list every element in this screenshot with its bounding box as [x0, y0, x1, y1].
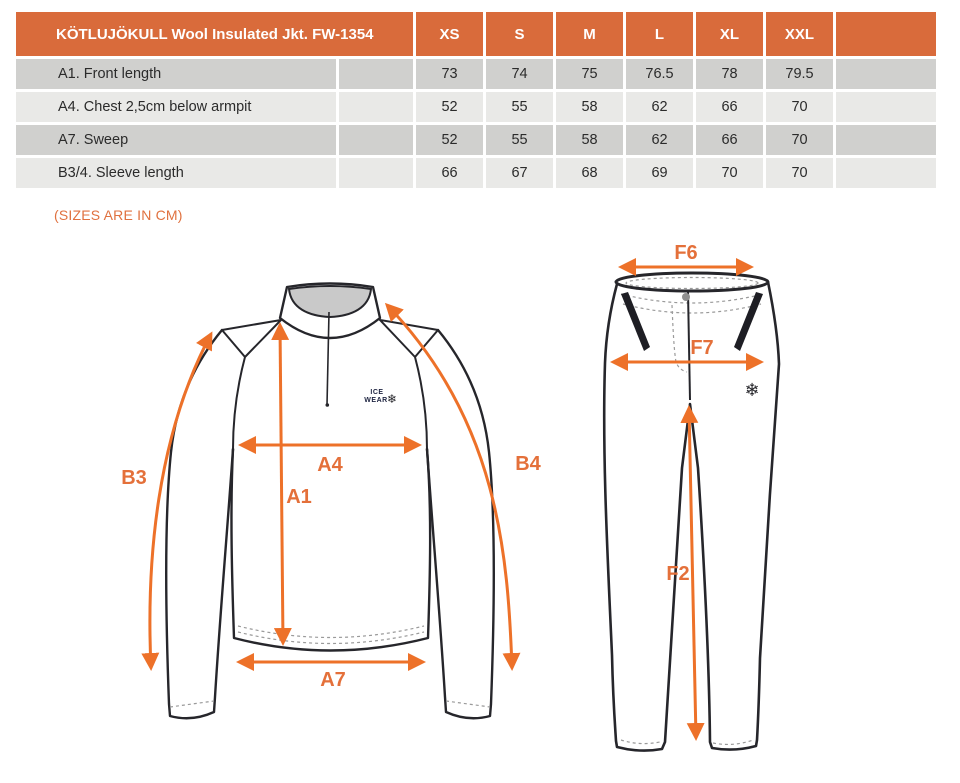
pants-waistband-stitching	[621, 294, 763, 313]
pants-drawing	[604, 242, 779, 751]
value-cell: 55	[486, 92, 553, 122]
value-cell: 74	[486, 59, 553, 89]
a1-front-length-arrow	[280, 325, 283, 643]
value-cell: 58	[556, 92, 623, 122]
value-cell: 66	[696, 125, 763, 155]
f2-inseam-arrow	[689, 408, 696, 738]
b3-sleeve-arrow	[150, 334, 211, 668]
jacket-left-sleeve	[166, 330, 233, 718]
value-cell: 78	[696, 59, 763, 89]
value-cell: 68	[556, 158, 623, 188]
value-cell: 52	[416, 92, 483, 122]
sizes-unit-note: (SIZES ARE IN CM)	[54, 207, 183, 223]
a1-label: A1	[286, 486, 312, 508]
measure-label-cell: A4. Chest 2,5cm below armpit	[16, 92, 336, 122]
jacket-hem-stitching	[238, 626, 424, 644]
value-cell: 58	[556, 125, 623, 155]
jacket-right-sleeve	[427, 330, 494, 718]
logo-text-wear: WEAR	[364, 397, 388, 404]
pants-left-pocket	[621, 292, 650, 351]
value-cell: 70	[696, 158, 763, 188]
value-cell: 69	[626, 158, 693, 188]
value-cell: 70	[766, 92, 833, 122]
value-cell: 70	[766, 125, 833, 155]
measure-label-cell: A7. Sweep	[16, 125, 336, 155]
size-column-header-xs: XS	[416, 12, 483, 56]
jacket-right-cuff-stitching	[446, 701, 490, 707]
value-cell: 52	[416, 125, 483, 155]
value-cell: 75	[556, 59, 623, 89]
jacket-left-raglan-seam	[222, 320, 281, 449]
value-cell: 62	[626, 125, 693, 155]
jacket-body	[231, 449, 430, 651]
size-column-header-xl: XL	[696, 12, 763, 56]
b3-label: B3	[121, 467, 147, 489]
jacket-right-raglan-seam	[380, 320, 438, 449]
jacket-drawing	[121, 284, 541, 719]
value-cell: 55	[486, 125, 553, 155]
value-cell: 73	[416, 59, 483, 89]
jacket-left-cuff-stitching	[170, 701, 214, 707]
a4-label: A4	[317, 454, 343, 476]
jacket-zipper-line	[327, 312, 329, 405]
b4-label: B4	[515, 453, 541, 475]
value-cell: 66	[696, 92, 763, 122]
pants-right-pocket	[734, 292, 763, 351]
size-column-header-m: M	[556, 12, 623, 56]
a7-label: A7	[320, 669, 346, 691]
measure-label-cell: A1. Front length	[16, 59, 336, 89]
pants-right-hem-stitching	[713, 740, 753, 744]
value-cell: 62	[626, 92, 693, 122]
logo-text-ice: ICE	[370, 389, 384, 396]
value-cell: 79.5	[766, 59, 833, 89]
pants-snowflake-logo: ❄	[744, 380, 760, 401]
value-cell: 70	[766, 158, 833, 188]
size-column-header-xxl: XXL	[766, 12, 833, 56]
value-cell: 76.5	[626, 59, 693, 89]
f6-label: F6	[674, 242, 698, 264]
value-cell: 67	[486, 158, 553, 188]
icewear-logo	[364, 389, 397, 406]
pants-left-hem-stitching	[621, 740, 660, 744]
measure-label-cell: B3/4. Sleeve length	[16, 158, 336, 188]
value-cell: 66	[416, 158, 483, 188]
f2-label: F2	[666, 563, 690, 585]
jacket-collar-inner	[289, 286, 371, 317]
size-column-header-s: S	[486, 12, 553, 56]
size-column-header-l: L	[626, 12, 693, 56]
product-title: KÖTLUJÖKULL Wool Insulated Jkt. FW-1354	[16, 12, 413, 56]
jacket-zipper-pull	[326, 403, 330, 407]
f7-label: F7	[690, 337, 714, 359]
logo-snowflake-icon: ❄	[386, 392, 398, 406]
pants-button	[682, 293, 690, 301]
